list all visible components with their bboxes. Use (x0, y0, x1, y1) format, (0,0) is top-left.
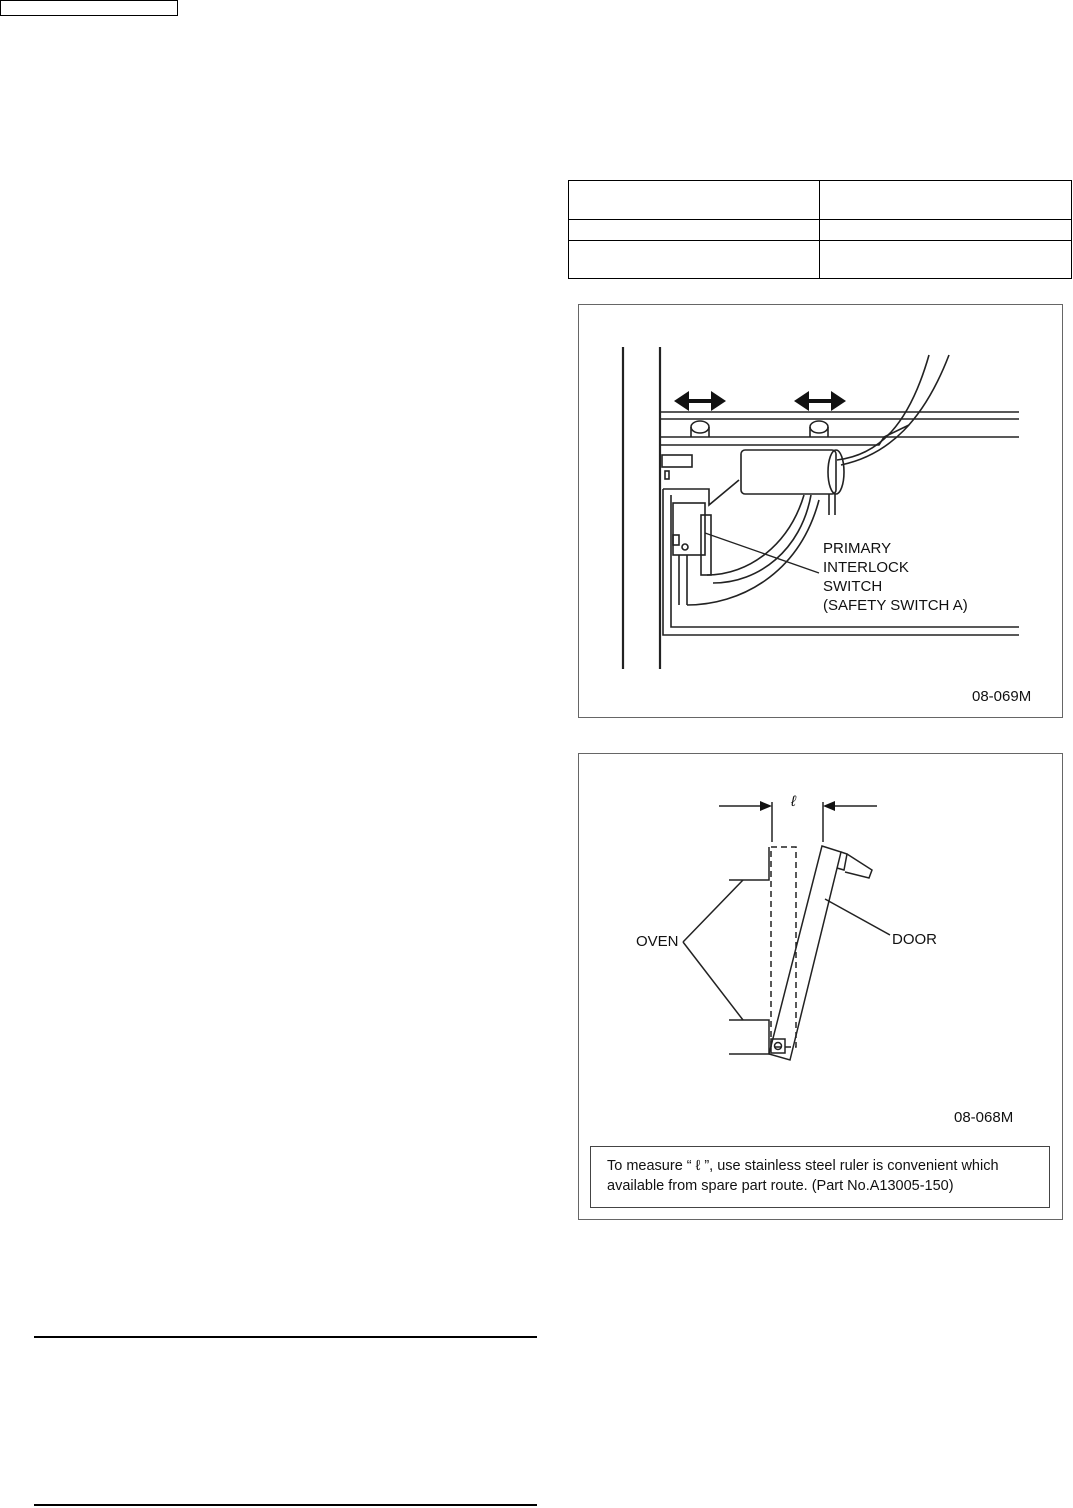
table-cell (820, 241, 1072, 279)
spec-table (568, 180, 1072, 279)
interlock-switch-drawing (579, 305, 1064, 719)
note-line-1: To measure “ ℓ ”, use stainless steel ruler is convenient which (607, 1158, 999, 1174)
table-row (569, 241, 1072, 279)
figure-code: 08-069M (972, 688, 1032, 705)
switch-label-line-1: PRIMARY (823, 540, 892, 557)
door-label: DOOR (892, 931, 937, 948)
switch-label-line-3: SWITCH (823, 578, 883, 595)
table-cell (820, 220, 1072, 241)
table-row (569, 220, 1072, 241)
figure-code: 08-068M (954, 1109, 1014, 1126)
table-cell (569, 220, 820, 241)
oven-label: OVEN (636, 933, 679, 950)
note-line-2: available from spare part route. (Part No.A13005-150) (607, 1178, 954, 1194)
table-cell (569, 241, 820, 279)
divider (34, 1336, 537, 1338)
gap-symbol: ℓ (791, 793, 796, 810)
interlock-switch-figure (578, 304, 1063, 718)
table-row (569, 181, 1072, 220)
door-gap-figure (578, 753, 1063, 1220)
switch-label-line-4: (SAFETY SWITCH A) (823, 597, 968, 614)
header-box (0, 0, 178, 16)
divider (34, 1504, 537, 1506)
measurement-note (590, 1146, 1050, 1208)
table-cell (820, 181, 1072, 220)
switch-label-line-2: INTERLOCK (823, 559, 909, 576)
table-cell (569, 181, 820, 220)
